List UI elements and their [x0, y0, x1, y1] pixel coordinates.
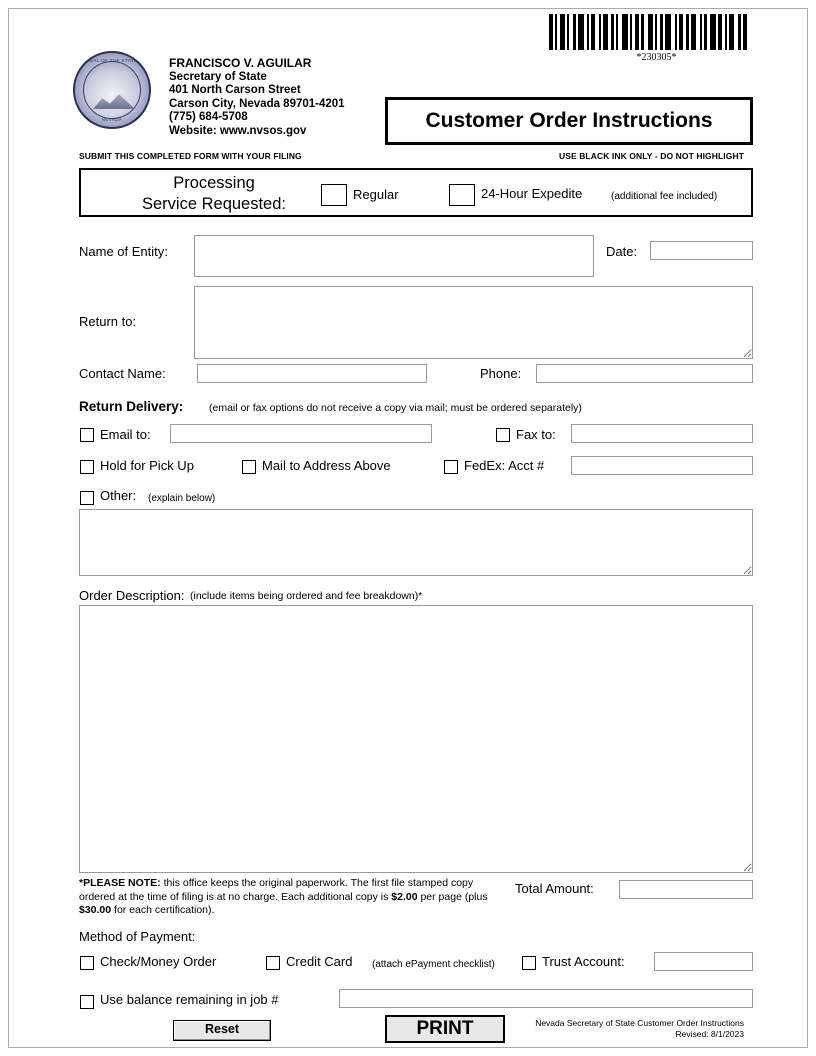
label-fax-to: Fax to: [516, 427, 556, 442]
return-to-textarea[interactable] [194, 286, 753, 359]
footer-line-1: Nevada Secretary of State Customer Order Instructions [535, 1018, 744, 1028]
print-button[interactable]: PRINT [385, 1015, 505, 1043]
date-input[interactable] [650, 241, 753, 260]
please-note-text-2: per page (plus [417, 890, 488, 903]
label-total-amount: Total Amount: [515, 881, 594, 896]
checkbox-fax-to[interactable] [496, 428, 510, 442]
order-description-textarea[interactable] [79, 605, 753, 873]
label-order-description: Order Description: [79, 588, 185, 603]
please-note-prefix: *PLEASE NOTE: [79, 877, 161, 889]
state-seal-icon [73, 51, 151, 129]
please-note-amount-2: $30.00 [79, 904, 112, 916]
label-expedite-note: (additional fee included) [611, 191, 718, 202]
please-note-text [79, 877, 499, 918]
seal-top-text: SEAL OF THE STATE [86, 58, 138, 63]
agency-address-line1: 401 North Carson Street [169, 84, 301, 97]
seal-bottom-text: NEVADA [101, 117, 123, 122]
trust-account-input[interactable] [654, 952, 753, 971]
heading-return-delivery: Return Delivery: [79, 399, 184, 414]
label-hold-for-pickup: Hold for Pick Up [100, 458, 194, 473]
processing-label-line2: Service Requested: [142, 195, 286, 213]
label-phone: Phone: [480, 366, 522, 381]
please-note-amount-1: $2.00 [391, 890, 418, 903]
fax-to-input[interactable] [571, 424, 753, 443]
checkbox-expedite-service[interactable] [449, 184, 475, 206]
label-date: Date: [606, 244, 638, 259]
total-amount-input[interactable] [619, 880, 753, 899]
agency-block [169, 57, 345, 139]
checkbox-other-delivery[interactable] [80, 491, 94, 505]
other-delivery-textarea[interactable] [79, 509, 753, 576]
label-trust-account: Trust Account: [542, 954, 625, 969]
processing-service-label [99, 173, 329, 215]
barcode-number: *230305* [636, 52, 677, 63]
form-sheet [8, 8, 808, 1048]
phone-input[interactable] [536, 364, 753, 383]
agency-website: Website: www.nvsos.gov [169, 124, 307, 137]
checkbox-check-money-order[interactable] [80, 956, 94, 970]
label-regular-service: Regular [353, 187, 399, 202]
please-note-text-3: for each certification). [111, 904, 215, 916]
label-credit-card: Credit Card [286, 954, 353, 969]
footer-line-2: Revised: 8/1/2023 [675, 1029, 744, 1039]
checkbox-regular-service[interactable] [321, 184, 347, 206]
label-contact-name: Contact Name: [79, 366, 166, 381]
entity-name-input[interactable] [194, 235, 594, 277]
label-other-delivery: Other: [100, 488, 137, 503]
processing-service-section [79, 168, 753, 217]
note-return-delivery: (email or fax options do not receive a copy via mail; must be ordered separately) [209, 402, 582, 414]
label-entity-name: Name of Entity: [79, 244, 168, 259]
agency-phone: (775) 684-5708 [169, 111, 248, 124]
reset-button[interactable]: Reset [173, 1020, 271, 1041]
label-return-to: Return to: [79, 314, 137, 329]
checkbox-hold-for-pickup[interactable] [80, 460, 94, 474]
page-title: Customer Order Instructions [385, 97, 753, 145]
secretary-name: FRANCISCO V. AGUILAR [169, 56, 312, 70]
balance-job-number-input[interactable] [339, 989, 753, 1008]
checkbox-fedex-account[interactable] [444, 460, 458, 474]
label-expedite-service: 24-Hour Expedite [481, 186, 583, 201]
checkbox-trust-account[interactable] [522, 956, 536, 970]
contact-name-input[interactable] [197, 364, 427, 383]
label-email-to: Email to: [100, 427, 151, 442]
label-use-balance: Use balance remaining in job # [100, 992, 279, 1007]
ink-instruction-note: USE BLACK INK ONLY - DO NOT HIGHLIGHT [558, 151, 744, 161]
note-credit-card: (attach ePayment checklist) [372, 959, 495, 970]
checkbox-credit-card[interactable] [266, 956, 280, 970]
checkbox-mail-to-address-above[interactable] [242, 460, 256, 474]
fedex-account-input[interactable] [571, 456, 753, 475]
secretary-title: Secretary of State [169, 70, 267, 83]
label-fedex-account: FedEx: Acct # [464, 458, 545, 473]
checkbox-email-to[interactable] [80, 428, 94, 442]
submit-instruction-note: SUBMIT THIS COMPLETED FORM WITH YOUR FILING [79, 151, 302, 161]
label-check-money-order: Check/Money Order [100, 954, 217, 969]
heading-method-of-payment: Method of Payment: [79, 929, 196, 944]
note-order-description: (include items being ordered and fee breakdown)* [190, 590, 423, 602]
please-note-text-1: this office keeps the original paperwork. The first file stamped copy ordered at the time of filing is at no charge. Each additional copy is [79, 877, 474, 903]
email-to-input[interactable] [170, 424, 432, 443]
footer-note [535, 1018, 744, 1040]
note-other-delivery: (explain below) [148, 493, 216, 504]
label-mail-to-address-above: Mail to Address Above [262, 458, 391, 473]
checkbox-use-balance[interactable] [80, 995, 94, 1009]
agency-address-line2: Carson City, Nevada 89701-4201 [169, 97, 345, 110]
processing-label-line1: Processing [173, 174, 255, 192]
barcode-image [549, 14, 764, 50]
